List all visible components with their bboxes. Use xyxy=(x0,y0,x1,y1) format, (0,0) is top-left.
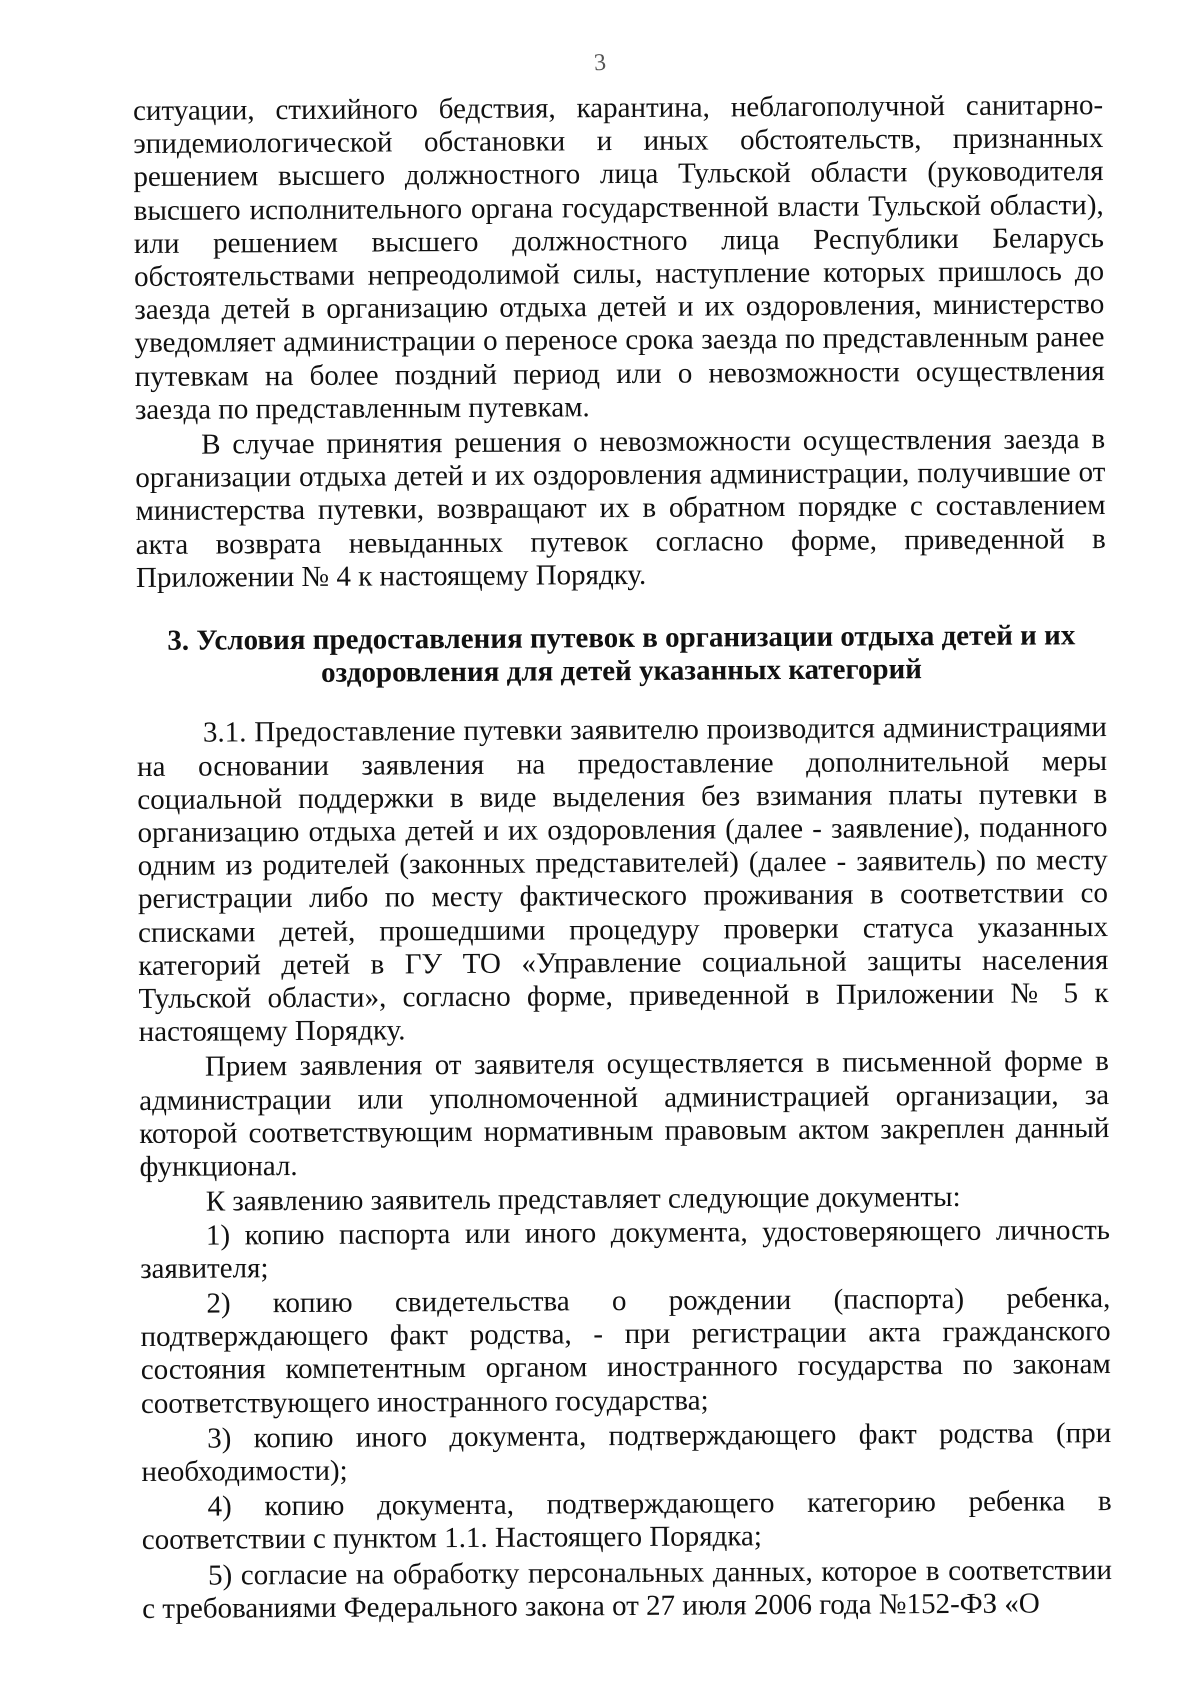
paragraph-return-vouchers: В случае принятия решения о невозможности осуществления заезда в организации отдыха детей и их оздоровления администрации, получившие от министерства путевки, возвращают их в обратном порядке с составлением акта возврата невыданных путевок согласно форме, приведенной в Приложении № 4 к настоящему Порядку. xyxy=(135,423,1106,594)
paragraph-application-intake: Прием заявления от заявителя осуществляется в письменной форме в администрации или уполномоченной администрацией организации, за которой соответствующим нормативным правовым актом закреплен данный функционал. xyxy=(139,1045,1110,1184)
paragraph-documents-intro: К заявлению заявитель представляет следующие документы: xyxy=(205,1181,961,1218)
list-item-doc-5: 5) согласие на обработку персональных данных, которое в соответствии с требованиями Федерального закона от 27 июля 2006 года №152-ФЗ «О xyxy=(142,1553,1113,1625)
list-item-doc-3: 3) копию иного документа, подтверждающего факт родства (при необходимости); xyxy=(141,1416,1112,1488)
page-number: 3 xyxy=(593,49,607,77)
section-heading-line: 3. Условия предоставления путевок в организации отдыха детей и их xyxy=(167,619,1076,657)
list-item-doc-4: 4) копию документа, подтверждающего категорию ребенка в соответствии с пунктом 1.1. Настоящего Порядка; xyxy=(141,1485,1112,1557)
paragraph-3-1: 3.1. Предоставление путевки заявителю производится администрациями на основании заявления на предоставление дополнительной меры социальной поддержки в виде выделения без взимания платы путевки в организацию отдыха детей и их оздоровления (далее - заявление), поданного одним из родителей (законных представителей) (далее - заявитель) по месту регистрации либо по месту фактического проживания в соответствии со списками детей, прошедшими процедуру проверки статуса указанных категорий детей в ГУ ТО «Управление социальной защиты населения Тульской области», согласно форме, приведенной в Приложении № 5 к настоящему Порядку. xyxy=(137,711,1109,1049)
list-item-doc-1: 1) копию паспорта или иного документа, удостоверяющего личность заявителя; xyxy=(140,1213,1111,1285)
list-item-doc-2: 2) копию свидетельства о рождении (паспорта) ребенка, подтверждающего факт родства, - при регистрации акта гражданского состояния компетентным органом иностранного государства по законам соответствующего иностранного государства; xyxy=(140,1281,1111,1420)
paragraph-continuation: ситуации, стихийного бедствия, карантина, неблагополучной санитарно-эпидемиологической обстановки и иных обстоятельств, признанных решением высшего должностного лица Тульской области (руководителя высшего исполнительного органа государственной власти Тульской области), или решением высшего должностного лица Республики Беларусь обстоятельствами непреодолимой силы, наступление которых пришлось до заезда детей в организацию отдыха детей и их оздоровления, министерство уведомляет администрации о переносе срока заезда по представленным ранее путевкам на более поздний период или о невозможности осуществления заезда по представленным путевкам. xyxy=(133,89,1105,426)
section-heading xyxy=(136,619,1106,691)
document-body xyxy=(133,89,1112,1626)
section-heading-line: оздоровления для детей указанных категорий xyxy=(321,653,923,690)
